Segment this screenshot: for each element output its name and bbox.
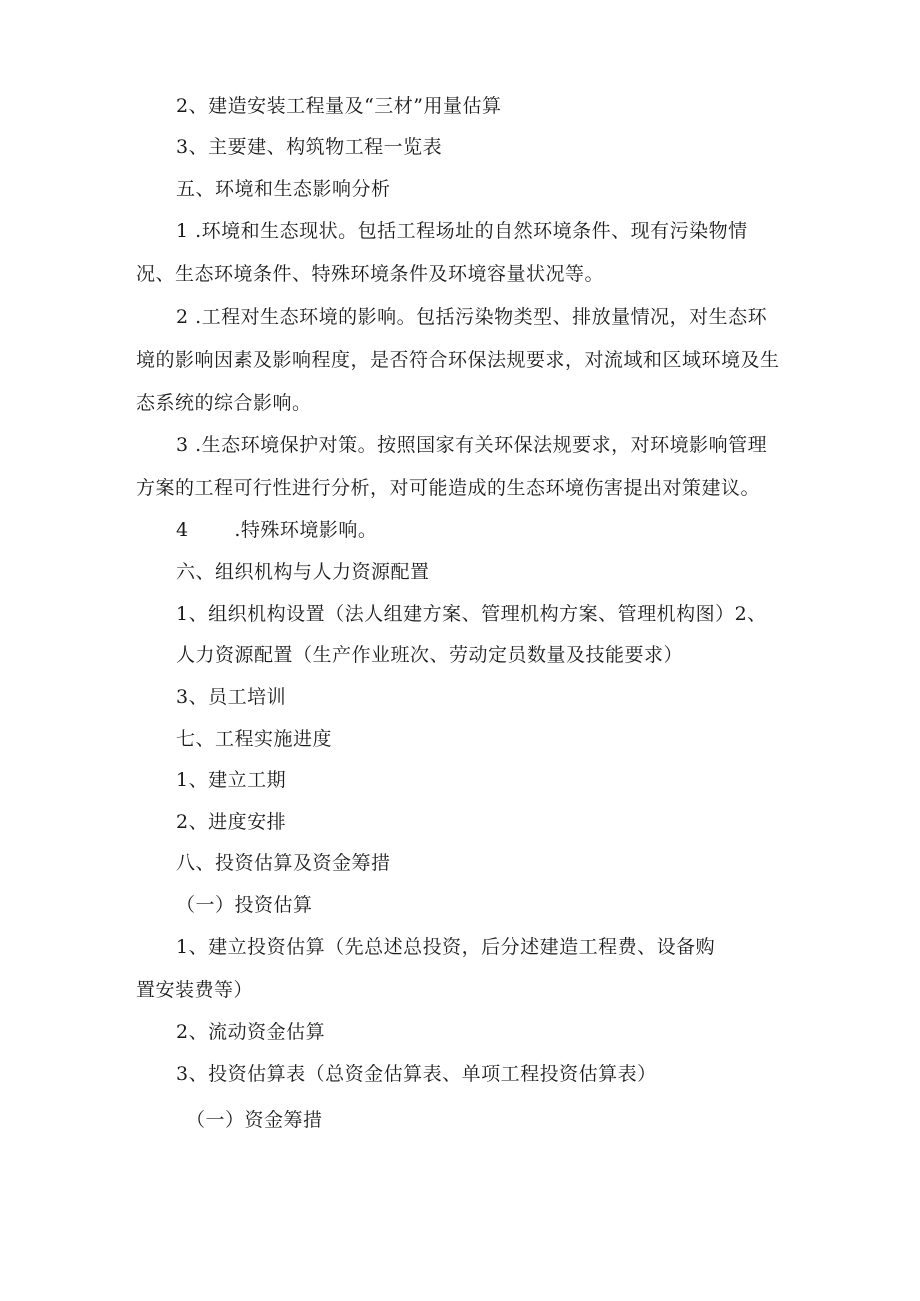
- subsection-fund-raising: （一）资金筹措: [186, 1109, 323, 1131]
- section-8-heading: 八、投资估算及资金筹措: [176, 852, 391, 874]
- item-2-construction-quantities: 2、建造安装工程量及“三材”用量估算: [176, 95, 502, 117]
- env-para-3-line-1: 3 .生态环境保护对策。按照国家有关环保法规要求，对环境影响管理: [176, 434, 768, 456]
- env-para-2-line-3: 态系统的综合影响。: [136, 392, 312, 414]
- env-para-3-line-2: 方案的工程可行性进行分析，对可能造成的生态环境伤害提出对策建议。: [136, 477, 761, 499]
- invest-item-1-line-2: 置安装费等）: [136, 979, 254, 1001]
- env-item-4: 4 .特殊环境影响。: [176, 519, 378, 541]
- env-para-2-line-1: 2 .工程对生态环境的影响。包括污染物类型、排放量情况，对生态环: [176, 306, 768, 328]
- item-3-structures-list: 3、主要建、构筑物工程一览表: [176, 136, 443, 158]
- env-para-1-line-2: 况、生态环境条件、特殊环境条件及环境容量状况等。: [136, 263, 605, 285]
- org-item-line-1: 1、组织机构设置（法人组建方案、管理机构方案、管理机构图）2、: [176, 603, 767, 625]
- env-para-2-line-2: 境的影响因素及影响程度，是否符合环保法规要求，对流域和区域环境及生: [136, 349, 780, 371]
- invest-item-1-line-1: 1、建立投资估算（先总述总投资，后分述建造工程费、设备购: [176, 936, 716, 958]
- section-5-heading: 五、环境和生态影响分析: [176, 178, 391, 200]
- item-2-working-capital: 2、流动资金估算: [176, 1021, 326, 1043]
- section-7-heading: 七、工程实施进度: [176, 728, 333, 750]
- item-3-estimate-tables: 3、投资估算表（总资金估算表、单项工程投资估算表）: [176, 1063, 657, 1085]
- subsection-investment-estimate: （一）投资估算: [176, 894, 313, 916]
- env-para-1-line-1: 1 .环境和生态现状。包括工程场址的自然环境条件、现有污染物情: [176, 220, 748, 242]
- section-6-heading: 六、组织机构与人力资源配置: [176, 561, 430, 583]
- org-item-line-2: 人力资源配置（生产作业班次、劳动定员数量及技能要求）: [176, 644, 684, 666]
- item-1-construction-period: 1、建立工期: [176, 769, 287, 791]
- item-3-staff-training: 3、员工培训: [176, 686, 287, 708]
- item-2-schedule: 2、进度安排: [176, 811, 287, 833]
